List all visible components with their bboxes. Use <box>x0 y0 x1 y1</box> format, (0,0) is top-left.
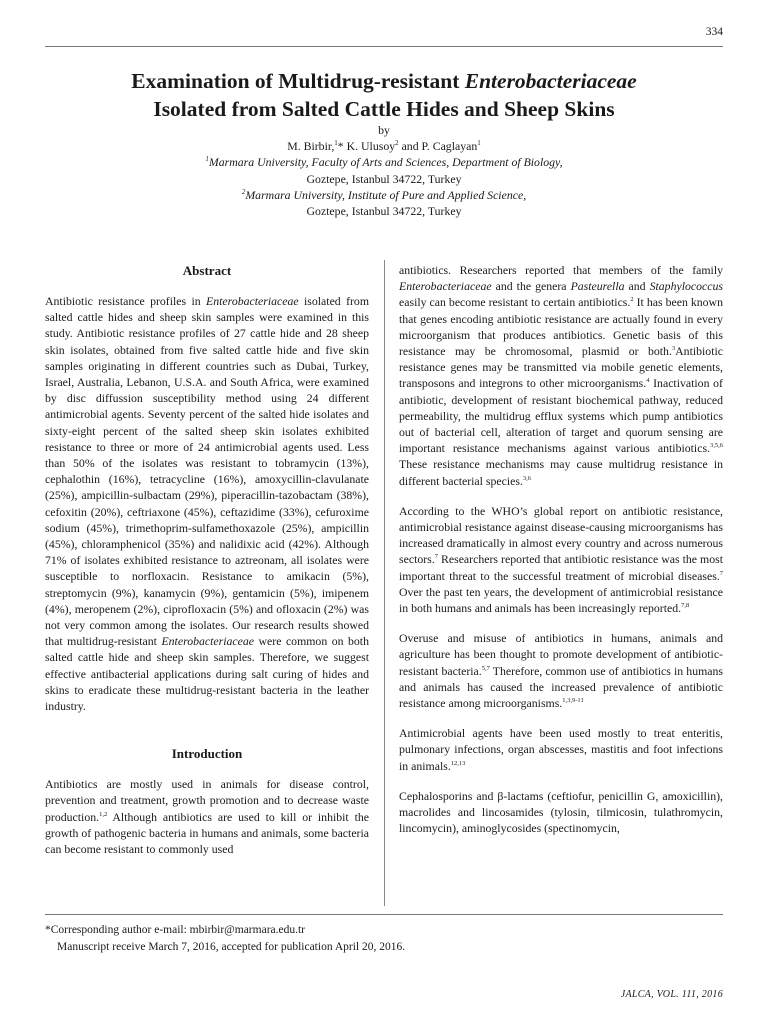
paragraph-4: Antimicrobial agents have been used mostly to treat enteritis, pulmonary infections, organ abscesses, mastitis and foot infections in animals.$^{12,13}$ <box>399 726 723 773</box>
affiliation-1: $^1$Marmara University, Faculty of Arts and Sciences, Department of Biology, <box>205 155 563 170</box>
introduction-heading: Introduction <box>171 746 243 762</box>
abstract-text: Antibiotic resistance profiles in Enterobacteriaceae isolated from salted cattle hides and sheep skin samples were examined in this study. Antibiotic resistance profiles of 27 cattle hide and 28 sheep skin isolates, obtained from five salted cattle hide and five skin samples originating in different countries such as Dubai, Turkey, Israel, Australia, Lebanon, U.S.A. and South Africa, were examined by disc diffussion susceptibility method using 24 different antimicrobial agents. Seventy percent of the salted hide isolates and sixty-eight percent of the salted sheep skin isolates exhibited resistance to three or more of 24 antimicrobial agents used. Less than 50% of the isolates was resistant to tobramycin (13%), cephalothin (16%), tetracycline (16%), amoxycillin-clavulanate (25%), ampicillin-sulbactam (29%), piperacillin-tazobactam (38%), cefoxitin (20%), ceftriaxone (45%), ceftazidime (33%), cefuroxime sodium (45%), trimethoprim-sulfamethoxazole (25%), ampicillin (45%), chloramphenicol (35%) and nalidixic acid (42%). Although 71% of isolates exhibited resistance to aztreonam, all isolates were susceptible to norfloxacin. Resistance to amikacin (5%), streptomycin (9%), kanamycin (9%), gentamicin (5%), imipenem (4%), meropenem (2%), ciprofloxacin (5%) and ofloxacin (2%) was not very common among the isolates. Our research results showed that multidrug-resistant Enterobacteriaceae were common on both salted cattle hide and sheep skin samples. Therefore, we suggest effective antibacterial applications during salt curing of hides and skins to eradicate these multidrug-resistant bacteria in the leather industry. <box>45 294 370 714</box>
paper-title: Examination of Multidrug-resistant Enterobacteriaceae Isolated from Salted Cattle Hides and Sheep Skins <box>131 69 637 121</box>
authors: M. Birbir,$^1$* K. Ulusoy$^2$ and P. Caglayan$^1$ <box>287 139 481 154</box>
author-block <box>45 122 723 219</box>
affiliation-1-address: Goztepe, Istanbul 34722, Turkey <box>306 171 462 186</box>
footnote-rule <box>45 914 723 915</box>
abstract-heading: Abstract <box>182 263 232 278</box>
left-column <box>45 263 369 857</box>
paragraph-2: According to the WHO’s global report on antibiotic resistance, antimicrobial resistance against disease-causing microorganisms has increased dramatically in almost every country and across numerous sectors.$^7$ Researchers reported that antibiotic resistance was the most important threat to the successful treatment of microbial diseases.$^7$ Over the past ten years, the development of antimicrobial resistance in both humans and animals has been increasingly reported.$^{7,8}$ <box>399 503 723 616</box>
byline: by <box>378 123 390 137</box>
corresponding-author-note: *Corresponding author e-mail: mbirbir@marmara.edu.tr <box>45 924 306 936</box>
affiliation-2-address: Goztepe, Istanbul 34722, Turkey <box>306 204 462 219</box>
footnotes <box>45 922 723 956</box>
affiliation-2: $^2$Marmara University, Institute of Pure and Applied Science, <box>241 187 527 202</box>
column-divider <box>384 260 385 906</box>
paragraph-3: Overuse and misuse of antibiotics in humans, animals and agriculture has been thought to promote development of antibiotic-resistant bacteria.$^{5,7}$ Therefore, common use of antibiotics in humans and animals has caused the increased prevalence of antibiotic resistance among microorganisms.$^{1,3,9-11}$ <box>399 631 724 711</box>
manuscript-dates-note: Manuscript receive March 7, 2016, accepted for publication April 20, 2016. <box>57 941 406 953</box>
paragraph-5: Cephalosporins and β-lactams (ceftiofur, penicillin G, amoxicillin), macrolides and lincosamides (tylosin, tilmicosin, tulathromycin, lincomycin), aminoglycosides (spectinomycin, <box>399 788 723 836</box>
page-number: 334 <box>705 26 723 38</box>
introduction-paragraph: Antibiotics are mostly used in animals for disease control, prevention and treatment, growth promotion and to decrease waste production.$^{1,2}$ Although antibiotics are used to kill or inhibit the growth of pathogenic bacteria in humans and animals, some bacteria can become resistant to commonly used <box>45 777 369 857</box>
journal-footer: JALCA, VOL. 111, 2016 <box>620 989 723 1000</box>
header-rule <box>45 46 723 47</box>
right-column <box>399 262 723 837</box>
paragraph-1: antibiotics. Researchers reported that members of the family Enterobacteriaceae and the genera Pasteurella and Staphylococcus easily can become resistant to certain antibiotics.$^2$ It has been known that genes encoding antibiotic resistance are actually found in every microorganism that produces antibiotics. Genetic basis of this resistance may be chromosomal, plasmid or both.$^3$Antibiotic resistance genes may be transmitted via mobile genetic elements, transposons and integrons to other microorganisms.$^4$ Inactivation of antibiotic, development of resistant biochemical pathway, reduced permeability, the multidrug efflux systems which pump antibiotics out of bacterial cell, alteration of target and quorum sensing are important resistance mechanisms against various antibiotics.$^{3,5,6}$ These resistance mechanisms may cause multidrug resistance in different bacterial species.$^{3,6}$ <box>399 263 723 488</box>
